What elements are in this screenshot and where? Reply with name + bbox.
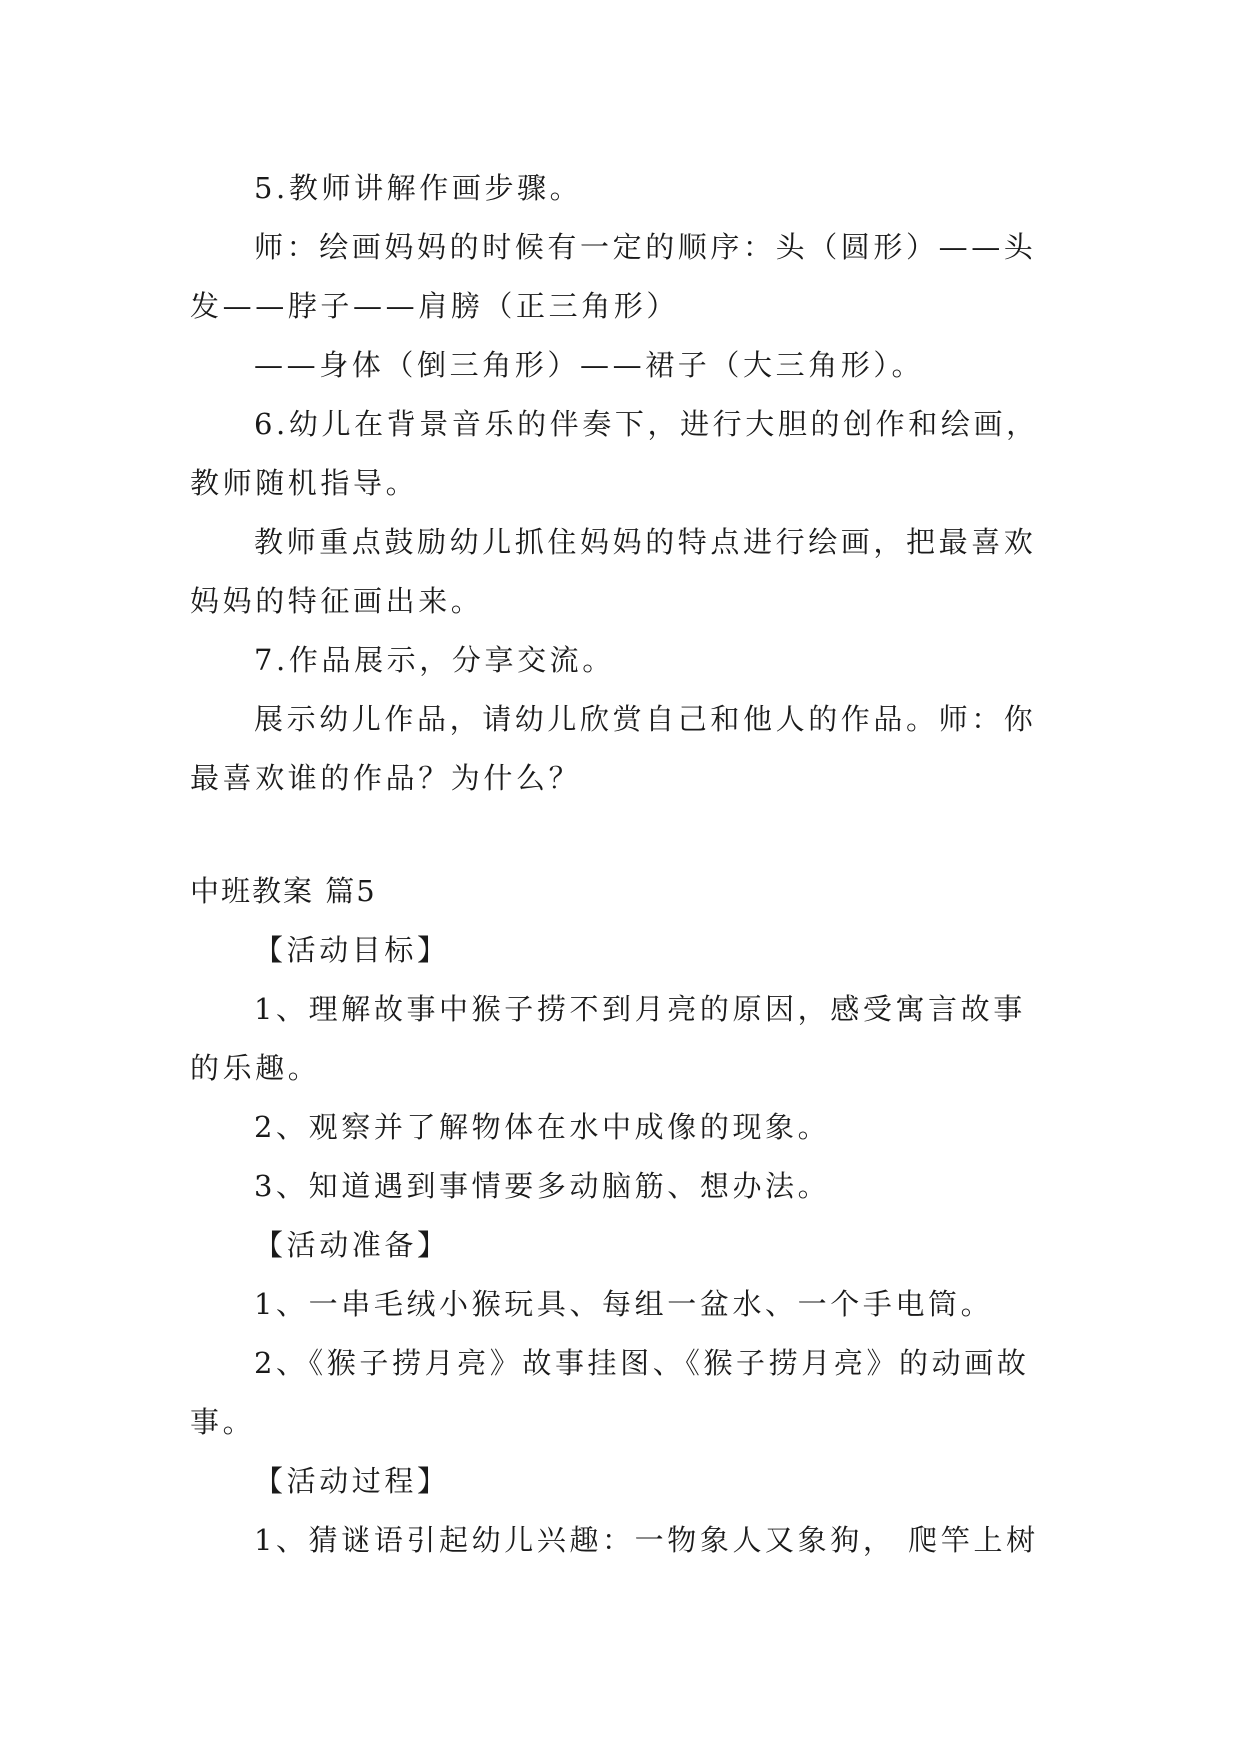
paragraph-step-6-line-2: 教师随机指导。 xyxy=(190,466,419,500)
paragraph-step-6-line-1: 6.幼儿在背景音乐的伴奏下，进行大胆的创作和绘画， xyxy=(254,407,1039,441)
goal-2: 2、观察并了解物体在水中成像的现象。 xyxy=(254,1110,831,1144)
heading-activity-process: 【活动过程】 xyxy=(254,1464,450,1498)
preparation-2-line-1: 2、《猴子捞月亮》故事挂图、《猴子捞月亮》的动画故 xyxy=(254,1346,1030,1380)
heading-activity-goals: 【活动目标】 xyxy=(254,933,450,967)
section-heading: 中班教案 篇5 xyxy=(190,874,377,908)
paragraph-step-7: 7.作品展示，分享交流。 xyxy=(254,643,615,677)
preparation-1: 1、一串毛绒小猴玩具、每组一盆水、一个手电筒。 xyxy=(254,1287,994,1321)
paragraph-step-5: 5.教师讲解作画步骤。 xyxy=(254,171,583,205)
heading-activity-preparation: 【活动准备】 xyxy=(254,1228,450,1262)
paragraph-teacher-order-line-3: ——身体（倒三角形）——裙子（大三角形）。 xyxy=(254,348,925,382)
preparation-2-line-2: 事。 xyxy=(190,1405,256,1439)
goal-1-line-2: 的乐趣。 xyxy=(190,1051,321,1085)
paragraph-display-line-1: 展示幼儿作品，请幼儿欣赏自己和他人的作品。师：你 xyxy=(254,702,1037,736)
goal-3: 3、知道遇到事情要多动脑筋、想办法。 xyxy=(254,1169,831,1203)
goal-1-line-1: 1、理解故事中猴子捞不到月亮的原因，感受寓言故事 xyxy=(254,992,1026,1026)
paragraph-encourage-line-1: 教师重点鼓励幼儿抓住妈妈的特点进行绘画，把最喜欢 xyxy=(254,525,1037,559)
paragraph-teacher-order-line-2: 发——脖子——肩膀（正三角形） xyxy=(190,289,680,323)
paragraph-display-line-2: 最喜欢谁的作品？为什么？ xyxy=(190,761,582,795)
paragraph-teacher-order-line-1: 师：绘画妈妈的时候有一定的顺序：头（圆形）——头 xyxy=(254,230,1037,264)
process-1-line-1: 1、猜谜语引起幼儿兴趣：一物象人又象狗， 爬竿上树 xyxy=(254,1523,1039,1557)
paragraph-encourage-line-2: 妈妈的特征画出来。 xyxy=(190,584,484,618)
